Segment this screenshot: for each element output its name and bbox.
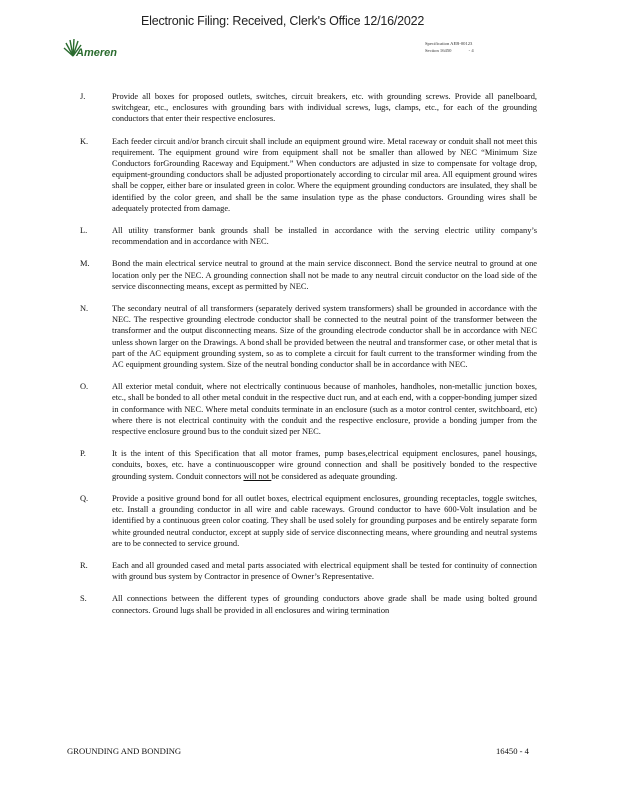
item-text: All exterior metal conduit, where not electrically continuous because of manholes, handholes, non-metallic junction boxes, etc., shall be bonded to all other metal conduit in the respective duct run, and at each end, with a copper-bonding jumper sized in conformance with NEC. Where metal conduits terminate in an enclosure (such as a motor control center, switchboard, etc) where there is not electrical continuity with the conduit and the respective enclosure, provide a bonding jumper from the respective enclosure ground bus to the conduit sized per NEC. <box>112 382 537 437</box>
item-letter: M. <box>80 259 90 269</box>
item-letter: K. <box>80 136 89 146</box>
list-item <box>80 258 550 292</box>
item-letter: N. <box>80 304 89 314</box>
footer-page-number: 16450 - 4 <box>496 746 529 756</box>
list-item <box>80 381 550 437</box>
item-text-part: be considered as adequate grounding. <box>271 471 398 481</box>
logo-text: Ameren <box>76 47 117 59</box>
list-item <box>80 303 550 370</box>
filing-stamp: Electronic Filing: Received, Clerk's Office 12/16/2022 <box>141 14 425 28</box>
item-text: Bond the main electrical service neutral to ground at the main service disconnect. Bond the service neutral to ground at one location only per the NEC. A grounding connection shall not be made to any neutral circuit conductor on the load side of the service disconnecting means, except as permitted by NEC. <box>112 259 537 291</box>
item-letter: J. <box>80 92 86 101</box>
ameren-logo <box>62 38 132 64</box>
underlined-phrase: will not <box>243 471 272 481</box>
item-text-part: It is the intent of this Specification that all motor frames, pump bases,electrical equipment enclosures, panel housings, conduits, boxes, etc. have a continuouscopper wire ground connection and shall be positively bonded to the respective grounding system. Conduit connectors <box>112 449 537 481</box>
item-text: All utility transformer bank grounds shall be installed in accordance with the serving electric utility company’s recommendation and in accordance with NEC. <box>112 226 537 247</box>
list-item <box>80 91 550 125</box>
spec-number: Specification AEB-00123 <box>425 41 473 46</box>
list-item <box>80 493 550 549</box>
list-item <box>80 225 550 247</box>
item-letter: Q. <box>80 493 89 503</box>
item-text: Each feeder circuit and/or branch circuit shall include an equipment ground wire. Metal raceway or conduit shall not meet this requirement. The equipment ground wire from equipment shall not be smaller than allowed by NEC “Minimum Size Conductors forGrounding Raceway and Equipment.” When conductors are adjusted in size to compensate for voltage drop, equipment-grounding conductors shall be adjusted proportionately according to circular mil area. All equipment ground wires shall be copper, either bare or insulated green in color. Where the equipment grounding conductors are insulated, they shall be identified by the color green, and shall be the same insulation type as the phase conductors. Grounding wires shall be adequately protected from damage. <box>112 136 537 213</box>
item-text: All connections between the different types of grounding conductors above grade shall be made using bolted ground connectors. Ground lugs shall be provided in all enclosures and wiring termination <box>112 594 537 615</box>
item-letter: S. <box>80 594 87 604</box>
item-letter: R. <box>80 560 88 570</box>
spec-header <box>425 40 474 54</box>
item-text <box>112 448 537 482</box>
item-letter: P. <box>80 449 86 459</box>
list-item <box>80 136 550 214</box>
item-letter: L. <box>80 226 88 236</box>
list-item <box>80 448 550 482</box>
spec-section: Section 16450 - 4 <box>425 48 474 53</box>
item-text: Provide all boxes for proposed outlets, switches, circuit breakers, etc. with grounding screws. Provide all panelboard, switchgear, etc., enclosures with grounding bars with individual screws, lugs, clamps, etc., for each of the grounding conductors that enter their respective enclosures. <box>112 92 537 124</box>
list-item <box>80 560 550 582</box>
item-letter: O. <box>80 382 89 392</box>
list-item <box>80 593 550 615</box>
item-text: The secondary neutral of all transformers (separately derived system transformers) shall be grounded in accordance with the NEC. The respective grounding electrode conductor shall be connected to the neutral point of the transformer between the transformer and the output disconnecting means. Size of the grounding electrode conductor shall be in accordance with NEC unless shown larger on the Drawings. A bond shall be provided between the neutral and transformer case, or other metal that is part of the AC equipment grounding system, so as to complete a circuit for fault current to the transformer winding from the AC equipment grounding system. Size of the neutral bonding conductor shall be in accordance with NEC. <box>112 304 537 370</box>
item-text: Provide a positive ground bond for all outlet boxes, electrical equipment enclosures, grounding receptacles, toggle switches, etc. Install a grounding conductor in all wire and cable raceways. Ground conductor to have 600-Volt insulation and be identified by a continuous green color coating. They shall be used solely for grounding purposes and be entirely separate form white grounded neutral conductor, except at supply side of service disconnecting means, where grounding and neutral systems are to be connected to service ground. <box>112 493 537 548</box>
item-text: Each and all grounded cased and metal parts associated with electrical equipment shall be tested for continuity of connection with ground bus system by Contractor in presence of Owner’s Representative. <box>112 560 537 582</box>
spec-items-list <box>80 91 550 627</box>
footer-section-title: GROUNDING AND BONDING <box>67 746 182 756</box>
